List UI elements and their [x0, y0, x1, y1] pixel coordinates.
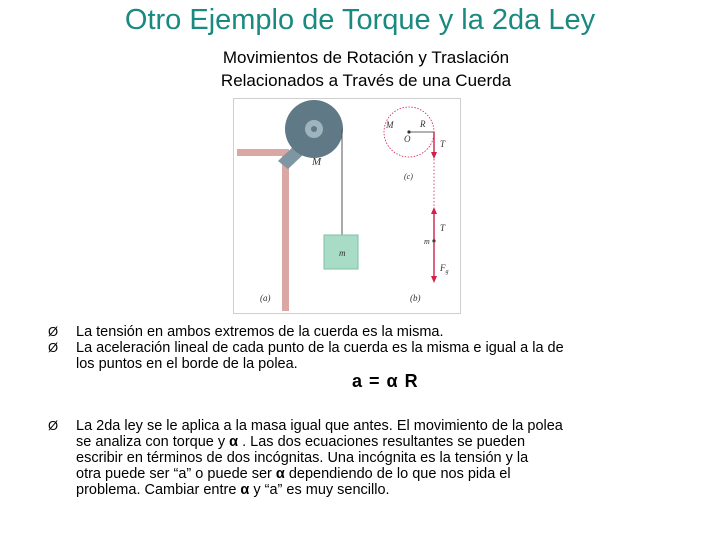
fbd-block-label: m — [424, 237, 430, 246]
bullet-text-1: La tensión en ambos extremos de la cuerda es la misma. — [76, 324, 444, 340]
support-post — [282, 149, 289, 311]
bullet-item — [48, 340, 668, 372]
alpha-symbol: α — [275, 466, 285, 482]
pulley-diagram-svg — [234, 99, 460, 313]
slide-subtitle — [0, 46, 720, 92]
part-c-label: (c) — [404, 172, 413, 181]
subtitle-line-2: Relacionados a Través de una Cuerda — [220, 71, 512, 90]
radius-label: R — [420, 119, 426, 129]
subtitle-line-1: Movimientos de Rotación y Traslación — [222, 48, 510, 67]
gravity-label: $F_g$ — [440, 263, 449, 275]
part-a-label: (a) — [260, 293, 271, 303]
center-label: O — [404, 134, 411, 144]
tension-label-top: T — [440, 139, 446, 149]
pulley-mass-label: M — [312, 156, 322, 168]
bullet-item: Ø La 2da ley se le aplica a la masa igual que antes. El movimiento de la polea se analiza con torque y α . Las dos ecuaciones resultantes se pueden escribir en términos de dos incógnitas. Una incógnita es la tensión y la otra puede ser “a” o puede ser α dependiendo de lo que nos pida el problema. Cambiar entre α y “a” es muy sencillo. — [48, 418, 563, 498]
block-label: m — [339, 248, 346, 258]
bullet-arrow-icon: Ø — [48, 340, 59, 355]
bullet-arrow-icon: Ø — [48, 418, 59, 433]
bullet-text-3-line-3: escribir en términos de dos incógnitas. Una incógnita es la tensión y la — [76, 450, 529, 466]
support-beam — [237, 149, 289, 156]
formula: a = α R — [352, 371, 419, 391]
bullet-text-2-line-1: La aceleración lineal de cada punto de la cuerda es la misma e igual a la de — [76, 340, 564, 356]
bullet-text-2-line-2: los puntos en el borde de la polea. — [76, 356, 298, 372]
fbd-pulley-mass-label: M — [386, 120, 394, 130]
part-b-label: (b) — [410, 293, 421, 303]
alpha-symbol: α — [229, 434, 239, 450]
bullet-arrow-icon: Ø — [48, 324, 59, 339]
tension-label-mid: T — [440, 223, 446, 233]
alpha-symbol: α — [240, 482, 250, 498]
bullet-text-3-line-1: La 2da ley se le aplica a la masa igual que antes. El movimiento de la polea — [76, 418, 563, 434]
slide-title: Otro Ejemplo de Torque y la 2da Ley — [124, 4, 596, 36]
bullet-list — [48, 324, 668, 498]
pulley-diagram — [233, 98, 461, 314]
bullet-item — [48, 324, 668, 340]
